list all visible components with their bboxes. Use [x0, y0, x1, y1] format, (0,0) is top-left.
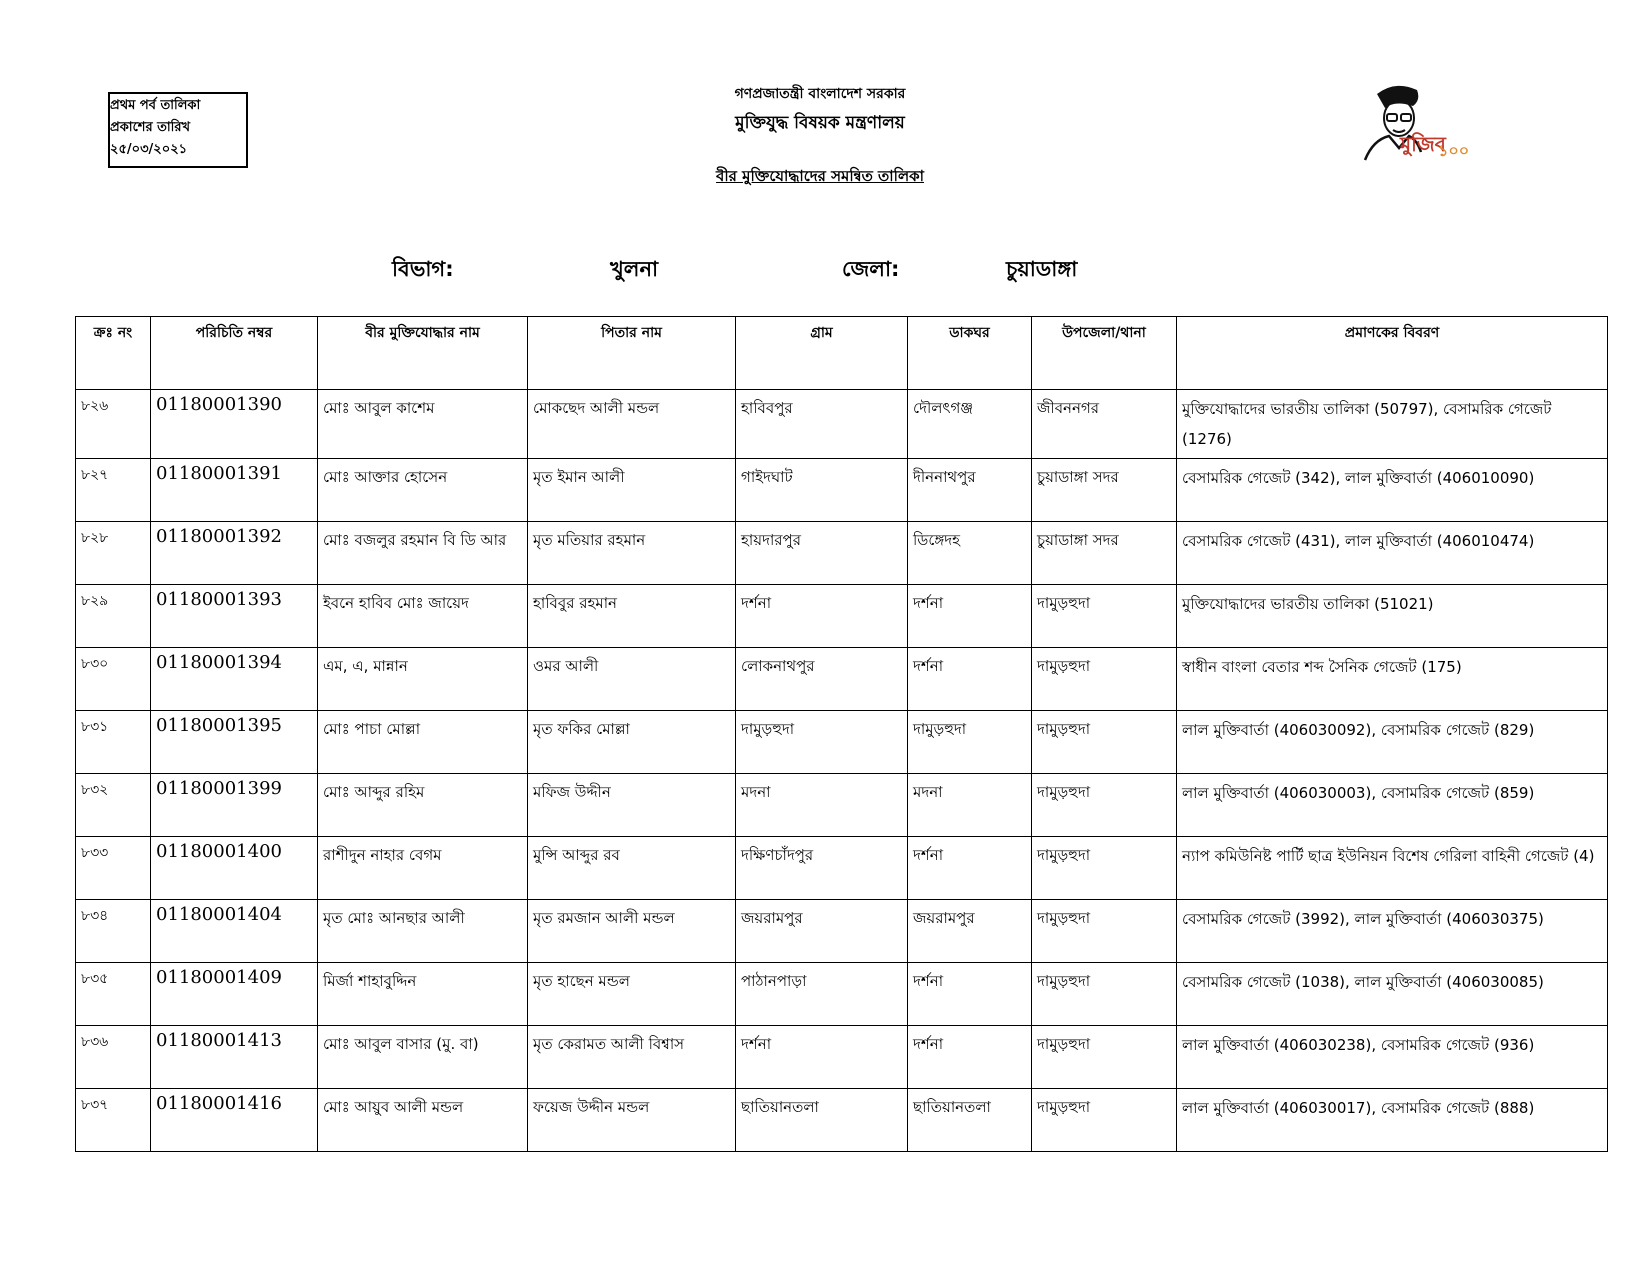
district-label: জেলা:: [842, 257, 900, 281]
cell-id: 01180001390: [151, 390, 318, 459]
col-header-village: গ্রাম: [736, 317, 908, 390]
cell-upazila: চুয়াডাঙ্গা সদর: [1032, 522, 1177, 585]
publication-date: ২৫/০৩/২০২১: [110, 142, 188, 157]
cell-evidence: বেসামরিক গেজেট (1038), লাল মুক্তিবার্তা (406030085): [1177, 963, 1608, 1026]
cell-evidence: বেসামরিক গেজেট (3992), লাল মুক্তিবার্তা (406030375): [1177, 900, 1608, 963]
cell-evidence: বেসামরিক গেজেট (431), লাল মুক্তিবার্তা (406010474): [1177, 522, 1608, 585]
cell-name: মির্জা শাহাবুদ্দিন: [318, 963, 528, 1026]
table-row: [76, 390, 1608, 459]
cell-serial: ৮২৯: [76, 585, 151, 648]
cell-post-office: দামুড়হুদা: [908, 711, 1032, 774]
cell-name: মোঃ আয়ুব আলী মন্ডল: [318, 1089, 528, 1152]
cell-name: মোঃ আবুল কাশেম: [318, 390, 528, 459]
logo-text: মুজিব: [1400, 132, 1446, 156]
cell-post-office: জয়রামপুর: [908, 900, 1032, 963]
cell-id: 01180001394: [151, 648, 318, 711]
cell-post-office: দর্শনা: [908, 1026, 1032, 1089]
cell-serial: ৮২৭: [76, 459, 151, 522]
cell-evidence: লাল মুক্তিবার্তা (406030238), বেসামরিক গেজেট (936): [1177, 1026, 1608, 1089]
cell-upazila: দামুড়হুদা: [1032, 900, 1177, 963]
cell-name: মৃত মোঃ আনছার আলী: [318, 900, 528, 963]
cell-name: মোঃ পাচা মোল্লা: [318, 711, 528, 774]
cell-name: মোঃ আবুল বাসার (মু. বা): [318, 1026, 528, 1089]
cell-post-office: দৌলৎগঞ্জ: [908, 390, 1032, 459]
col-header-post-office: ডাকঘর: [908, 317, 1032, 390]
table-row: [76, 774, 1608, 837]
cell-father: মৃত মতিয়ার রহমান: [528, 522, 736, 585]
cell-village: মদনা: [736, 774, 908, 837]
cell-id: 01180001393: [151, 585, 318, 648]
cell-upazila: দামুড়হুদা: [1032, 711, 1177, 774]
cell-evidence: মুক্তিযোদ্ধাদের ভারতীয় তালিকা (50797), বেসামরিক গেজেট (1276): [1177, 390, 1608, 459]
freedom-fighter-table: [75, 316, 1608, 1152]
cell-father: মৃত কেরামত আলী বিশ্বাস: [528, 1026, 736, 1089]
cell-village: দক্ষিণচাঁদপুর: [736, 837, 908, 900]
cell-village: ছাতিয়ানতলা: [736, 1089, 908, 1152]
cell-id: 01180001416: [151, 1089, 318, 1152]
cell-evidence: লাল মুক্তিবার্তা (406030017), বেসামরিক গেজেট (888): [1177, 1089, 1608, 1152]
cell-id: 01180001391: [151, 459, 318, 522]
cell-evidence: ন্যাপ কমিউনিষ্ট পার্টি ছাত্র ইউনিয়ন বিশেষ গেরিলা বাহিনী গেজেট (4): [1177, 837, 1608, 900]
cell-name: রাশীদুন নাহার বেগম: [318, 837, 528, 900]
ministry-name: মুক্তিযুদ্ধ বিষয়ক মন্ত্রণালয়: [735, 113, 905, 133]
cell-serial: ৮৩০: [76, 648, 151, 711]
col-header-name: বীর মুক্তিযোদ্ধার নাম: [318, 317, 528, 390]
cell-id: 01180001392: [151, 522, 318, 585]
cell-evidence: স্বাধীন বাংলা বেতার শব্দ সৈনিক গেজেট (175): [1177, 648, 1608, 711]
table-row: [76, 1089, 1608, 1152]
cell-village: হাবিবপুর: [736, 390, 908, 459]
cell-upazila: দামুড়হুদা: [1032, 1026, 1177, 1089]
cell-evidence: বেসামরিক গেজেট (342), লাল মুক্তিবার্তা (406010090): [1177, 459, 1608, 522]
cell-post-office: মদনা: [908, 774, 1032, 837]
cell-father: মুন্সি আব্দুর রব: [528, 837, 736, 900]
cell-village: পাঠানপাড়া: [736, 963, 908, 1026]
cell-upazila: দামুড়হুদা: [1032, 1089, 1177, 1152]
cell-village: জয়রামপুর: [736, 900, 908, 963]
table-row: [76, 522, 1608, 585]
table-row: [76, 459, 1608, 522]
cell-upazila: দামুড়হুদা: [1032, 774, 1177, 837]
cell-post-office: দর্শনা: [908, 585, 1032, 648]
table-row: [76, 585, 1608, 648]
cell-father: মৃত ফকির মোল্লা: [528, 711, 736, 774]
table-row: [76, 711, 1608, 774]
cell-upazila: চুয়াডাঙ্গা সদর: [1032, 459, 1177, 522]
cell-upazila: জীবননগর: [1032, 390, 1177, 459]
cell-evidence: লাল মুক্তিবার্তা (406030003), বেসামরিক গেজেট (859): [1177, 774, 1608, 837]
cell-name: এম, এ, মান্নান: [318, 648, 528, 711]
cell-serial: ৮৩৩: [76, 837, 151, 900]
col-header-father: পিতার নাম: [528, 317, 736, 390]
col-header-upazila: উপজেলা/থানা: [1032, 317, 1177, 390]
cell-village: গাইদঘাট: [736, 459, 908, 522]
col-header-serial: ক্রঃ নং: [76, 317, 151, 390]
cell-serial: ৮৩৪: [76, 900, 151, 963]
cell-serial: ৮২৮: [76, 522, 151, 585]
cell-father: মৃত ইমান আলী: [528, 459, 736, 522]
government-name: গণপ্রজাতন্ত্রী বাংলাদেশ সরকার: [734, 86, 906, 102]
cell-upazila: দামুড়হুদা: [1032, 963, 1177, 1026]
cell-village: লোকনাথপুর: [736, 648, 908, 711]
col-header-evidence: প্রমাণকের বিবরণ: [1177, 317, 1608, 390]
cell-village: হায়দারপুর: [736, 522, 908, 585]
cell-name: মোঃ আব্দুর রহিম: [318, 774, 528, 837]
logo-subtext: ১০০: [1438, 141, 1470, 160]
cell-id: 01180001413: [151, 1026, 318, 1089]
cell-father: ফয়েজ উদ্দীন মন্ডল: [528, 1089, 736, 1152]
cell-post-office: দর্শনা: [908, 648, 1032, 711]
col-header-id: পরিচিতি নম্বর: [151, 317, 318, 390]
cell-father: মোকছেদ আলী মন্ডল: [528, 390, 736, 459]
cell-upazila: দামুড়হুদা: [1032, 837, 1177, 900]
cell-post-office: ছাতিয়ানতলা: [908, 1089, 1032, 1152]
cell-id: 01180001409: [151, 963, 318, 1026]
cell-name: মোঃ আক্তার হোসেন: [318, 459, 528, 522]
table-row: [76, 963, 1608, 1026]
cell-upazila: দামুড়হুদা: [1032, 648, 1177, 711]
cell-id: 01180001399: [151, 774, 318, 837]
cell-village: দামুড়হুদা: [736, 711, 908, 774]
table-row: [76, 837, 1608, 900]
cell-village: দর্শনা: [736, 1026, 908, 1089]
cell-serial: ৮৩৬: [76, 1026, 151, 1089]
cell-serial: ৮৩২: [76, 774, 151, 837]
cell-post-office: ডিঙ্গেদহ: [908, 522, 1032, 585]
table-row: [76, 900, 1608, 963]
cell-father: মফিজ উদ্দীন: [528, 774, 736, 837]
cell-evidence: লাল মুক্তিবার্তা (406030092), বেসামরিক গেজেট (829): [1177, 711, 1608, 774]
cell-name: ইবনে হাবিব মোঃ জায়েদ: [318, 585, 528, 648]
cell-upazila: দামুড়হুদা: [1032, 585, 1177, 648]
cell-id: 01180001400: [151, 837, 318, 900]
cell-serial: ৮৩৫: [76, 963, 151, 1026]
publication-phase: প্রথম পর্ব তালিকা: [110, 98, 201, 113]
cell-father: হাবিবুর রহমান: [528, 585, 736, 648]
publication-box: [108, 92, 248, 168]
cell-id: 01180001404: [151, 900, 318, 963]
division-label: বিভাগ:: [392, 257, 454, 281]
table-row: [76, 648, 1608, 711]
cell-village: দর্শনা: [736, 585, 908, 648]
cell-name: মোঃ বজলুর রহমান বি ডি আর: [318, 522, 528, 585]
cell-serial: ৮৩৭: [76, 1089, 151, 1152]
table-header-row: [76, 317, 1608, 390]
cell-father: ওমর আলী: [528, 648, 736, 711]
cell-post-office: দীননাথপুর: [908, 459, 1032, 522]
division-value: খুলনা: [610, 257, 659, 281]
district-value: চুয়াডাঙ্গা: [1006, 257, 1078, 281]
publication-date-label: প্রকাশের তারিখ: [110, 120, 191, 135]
cell-post-office: দর্শনা: [908, 963, 1032, 1026]
cell-evidence: মুক্তিযোদ্ধাদের ভারতীয় তালিকা (51021): [1177, 585, 1608, 648]
table-row: [76, 1026, 1608, 1089]
cell-father: মৃত হাছেন মন্ডল: [528, 963, 736, 1026]
cell-serial: ৮৩১: [76, 711, 151, 774]
cell-id: 01180001395: [151, 711, 318, 774]
cell-post-office: দর্শনা: [908, 837, 1032, 900]
cell-serial: ৮২৬: [76, 390, 151, 459]
cell-father: মৃত রমজান আলী মন্ডল: [528, 900, 736, 963]
list-title: বীর মুক্তিযোদ্ধাদের সমন্বিত তালিকা: [716, 167, 924, 185]
